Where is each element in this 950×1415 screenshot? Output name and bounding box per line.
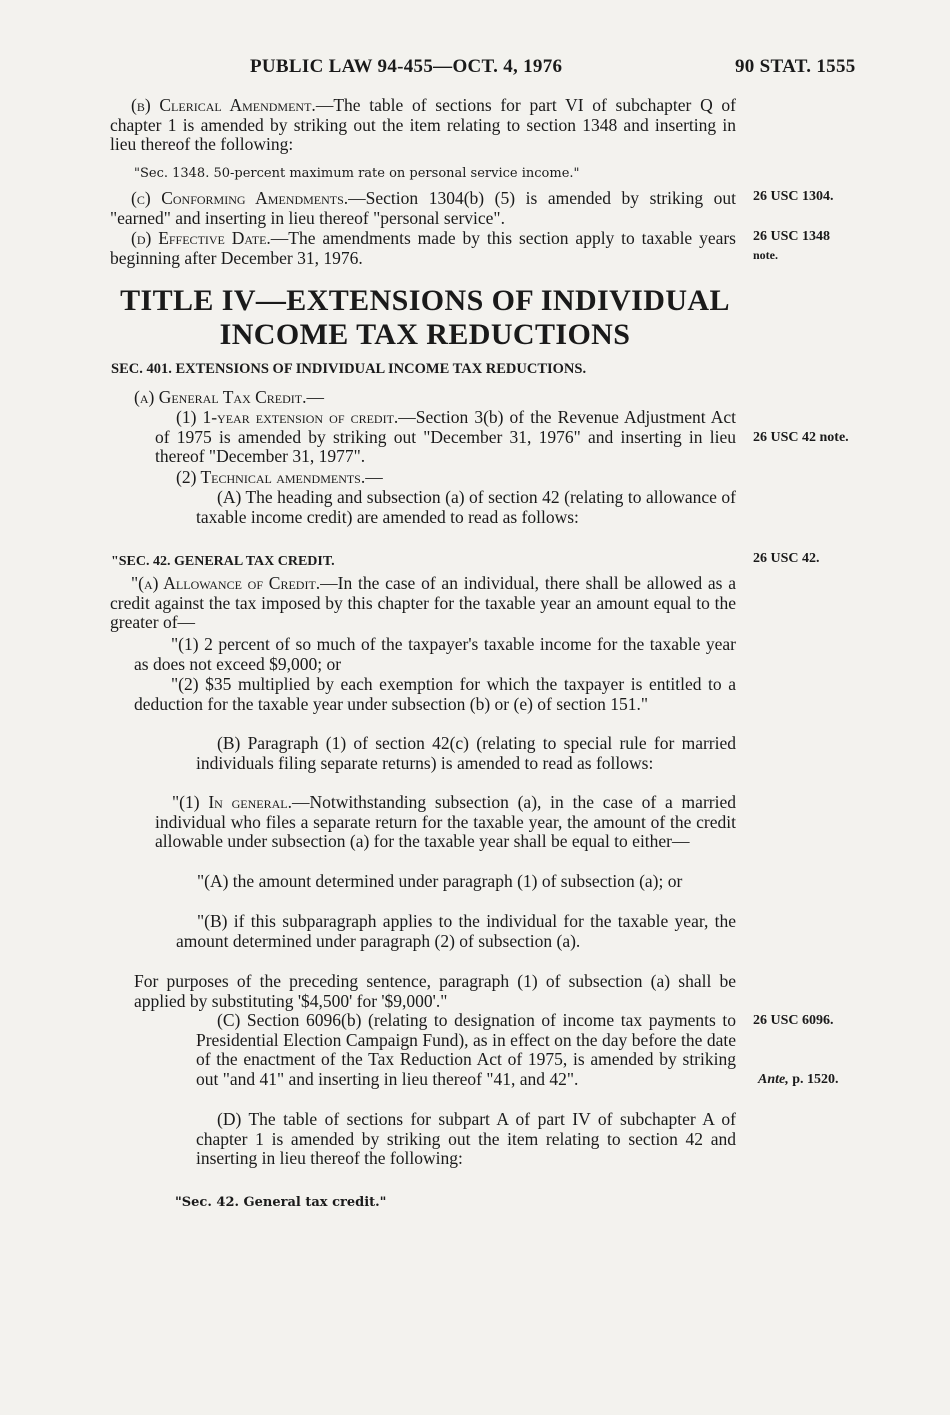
item-1-text: —Section 3(b) of the Revenue Adjustment Act of 1975 is amended by striking out "December 31, 1976" and inserting in lieu thereof "December 31, 1977". bbox=[155, 407, 736, 467]
sidenote-26-usc-1304: 26 USC 1304. bbox=[753, 189, 834, 204]
sidenote-26-usc-42-note: 26 USC 42 note. bbox=[753, 430, 849, 445]
item-1 bbox=[155, 408, 736, 467]
table-item-1348: "Sec. 1348. 50-percent maximum rate on personal service income." bbox=[134, 166, 580, 181]
item-1-heading: (1) 1-year extension of credit. bbox=[176, 407, 399, 427]
c1-paragraph bbox=[155, 793, 736, 852]
para-c-text: —Section 1304(b) (5) is amended by striking out "earned" and inserting in lieu thereof "personal service". bbox=[110, 188, 736, 228]
sidenote-26-usc-42: 26 USC 42. bbox=[753, 551, 820, 566]
para-d-heading: (d) Effective Date. bbox=[131, 228, 271, 248]
para-d bbox=[110, 229, 736, 268]
sec-42-a-heading: "(a) Allowance of Credit. bbox=[131, 573, 321, 593]
sidenote-ante-page: p. 1520. bbox=[788, 1072, 839, 1087]
title-iv-line1: TITLE IV—EXTENSIONS OF INDIVIDUAL bbox=[120, 284, 730, 317]
sidenote-26-usc-1348: 26 USC 1348 bbox=[753, 229, 831, 244]
para-d-text: —The amendments made by this section apply to taxable years beginning after December 31, 1976. bbox=[110, 228, 736, 268]
sidenote-ante-word: Ante, bbox=[758, 1072, 789, 1087]
c1-text: —Notwithstanding subsection (a), in the case of a married individual who files a separate return for the taxable year, the amount of the credit allowable under subsection (a) for the taxable year shall be equal to either— bbox=[155, 792, 736, 852]
c1-a: "(A) the amount determined under paragraph (1) of subsection (a); or bbox=[197, 871, 683, 891]
table-item-42: "Sec. 42. General tax credit." bbox=[175, 1195, 387, 1210]
item-2c: (C) Section 6096(b) (relating to designation of income tax payments to Presidential Election Campaign Fund), as in effect on the day before the date of the enactment of the Tax Reduction Act of 1975, is amended by striking out "and 41" and inserting in lieu thereof "41, and 42". bbox=[196, 1010, 736, 1089]
item-2: (2) Technical amendments.— bbox=[176, 467, 383, 487]
sidenote-1348-note: note. bbox=[753, 248, 778, 262]
sidenote-26-usc-6096: 26 USC 6096. bbox=[753, 1013, 834, 1028]
c1-heading: "(1) In general. bbox=[172, 792, 292, 812]
para-b-text: —The table of sections for part VI of subchapter Q of chapter 1 is amended by striking out the item relating to section 1348 and inserting in lieu thereof the following: bbox=[110, 95, 737, 155]
para-c bbox=[110, 189, 736, 228]
sec-42-a1: "(1) 2 percent of so much of the taxpayer's taxable income for the taxable year as does not exceed $9,000; or bbox=[134, 634, 736, 674]
c1-b: "(B) if this subparagraph applies to the individual for the taxable year, the amount determined under paragraph (2) of subsection (a). bbox=[176, 911, 736, 951]
sec-401-heading: SEC. 401. EXTENSIONS OF INDIVIDUAL INCOME TAX REDUCTIONS. bbox=[111, 361, 587, 377]
item-2d: (D) The table of sections for subpart A of part IV of subchapter A of chapter 1 is amended by striking out the item relating to section 42 and inserting in lieu thereof the following: bbox=[196, 1109, 736, 1169]
subsection-a: (a) General Tax Credit.— bbox=[134, 387, 324, 407]
sec-42-heading: "SEC. 42. GENERAL TAX CREDIT. bbox=[111, 554, 335, 569]
sec-42-a2: "(2) $35 multiplied by each exemption for which the taxpayer is entitled to a deduction for the taxable year under subsection (b) or (e) of section 151." bbox=[134, 674, 736, 714]
item-2a: (A) The heading and subsection (a) of section 42 (relating to allowance of taxable income credit) are amended to read as follows: bbox=[196, 487, 736, 527]
para-b-heading: (b) Clerical Amendment. bbox=[131, 95, 316, 115]
c1-tail: For purposes of the preceding sentence, paragraph (1) of subsection (a) shall be applied by substituting '$4,500' for '$9,000'." bbox=[134, 971, 736, 1011]
sec-42-a-text: —In the case of an individual, there shall be allowed as a credit against the tax imposed by this chapter for the taxable year an amount equal to the greater of— bbox=[110, 573, 736, 633]
sec-42-a bbox=[110, 574, 736, 633]
running-header-stat: 90 STAT. 1555 bbox=[735, 56, 856, 77]
item-2b: (B) Paragraph (1) of section 42(c) (relating to special rule for married individuals filing separate returns) is amended to read as follows: bbox=[196, 733, 736, 773]
title-iv-line2: INCOME TAX REDUCTIONS bbox=[219, 318, 631, 351]
sidenote-ante-p1520 bbox=[758, 1071, 839, 1089]
para-b bbox=[110, 96, 736, 155]
running-header-law: PUBLIC LAW 94-455—OCT. 4, 1976 bbox=[250, 56, 563, 77]
para-c-heading: (c) Conforming Amendments. bbox=[131, 188, 349, 208]
